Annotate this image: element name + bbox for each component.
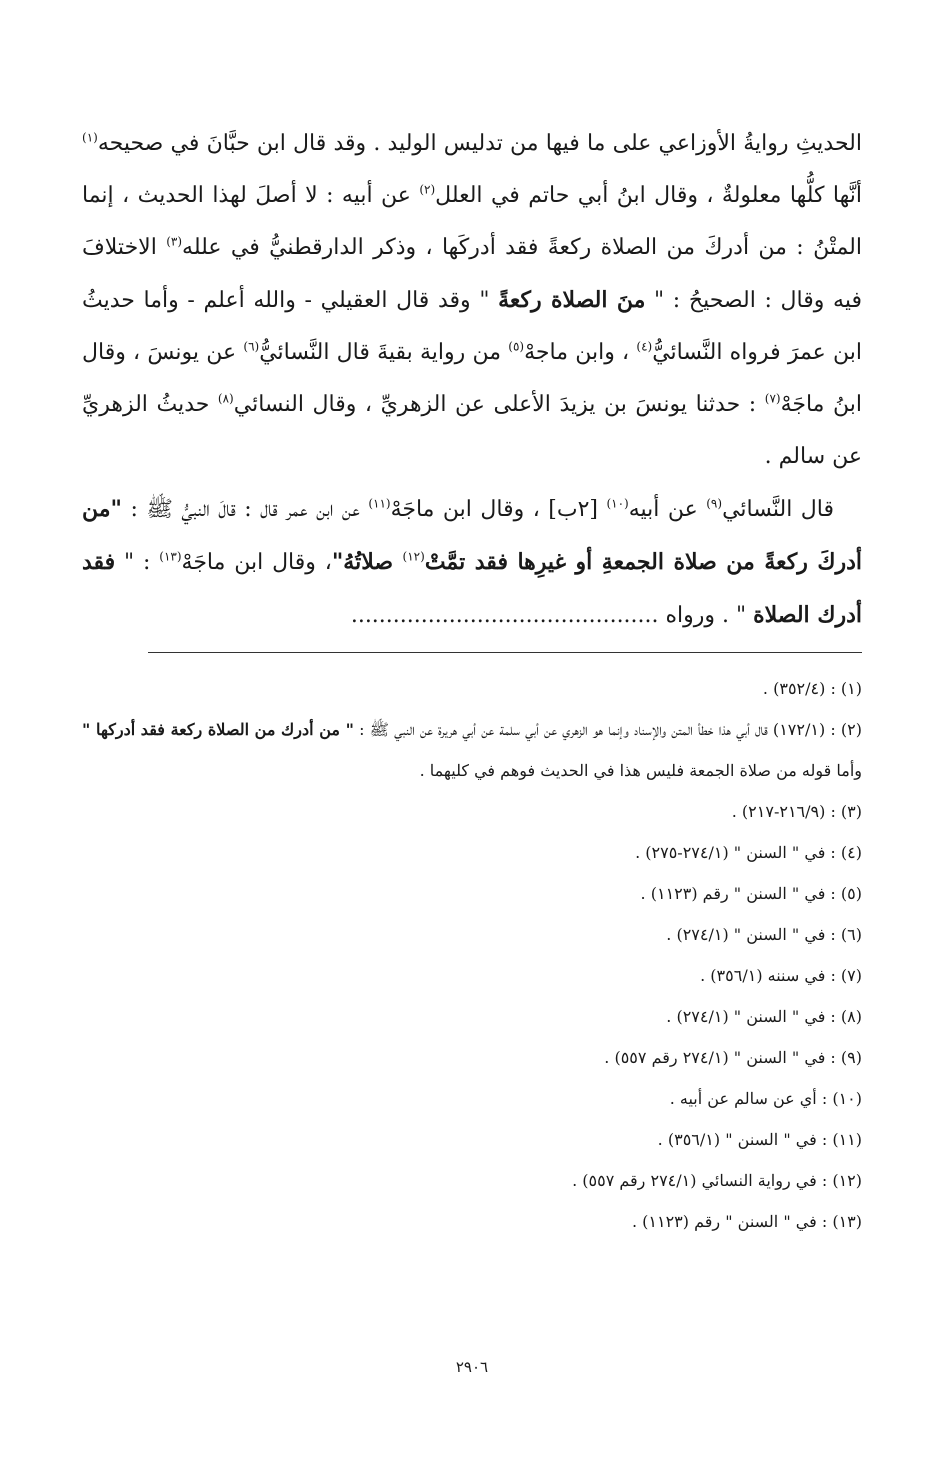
text-run: [٢ب] ، وقال ابن ماجَهْ — [390, 497, 607, 522]
text-run: عن ابن عمر قال : قالَ النبيُّ ﷺ : — [122, 497, 369, 522]
footnotes — [82, 668, 862, 1242]
bold-quote: فقد أدرك الصلاة — [82, 549, 862, 628]
footnote-ref[interactable]: (١٣) — [159, 549, 182, 564]
text-run: ، وقال ابن ماجَهْ — [181, 550, 332, 575]
footnote-ref[interactable]: (٣) — [166, 234, 183, 249]
text-run: أنَّها كلُّها معلولةٌ ، وقال ابنُ أبي حاتم في العلل — [435, 183, 862, 208]
footnote-4: (٤) : في " السنن " (٢٧٤/١-٢٧٥) . — [635, 843, 862, 862]
footnote-1: (١) : (٣٥٢/٤) . — [762, 679, 862, 698]
footnote-text: (٢) : (١٧٢/١) قال أبي هذا خطأ المتن والإسناد وإنما هو الزهري عن أبي سلمة عن أبي هريرة عن النبي ﷺ : — [359, 720, 863, 739]
text-run: الحديثِ روايةُ الأوزاعي على ما فيها من تدليس الوليد . وقد قال ابن حبَّانَ في صحيحه — [97, 131, 862, 156]
footnote-13: (١٣) : في " السنن " رقم (١١٢٣) . — [631, 1212, 862, 1231]
footnote-ref[interactable]: (٢) — [419, 182, 436, 197]
text-run: عن أبيه : لا أصلَ لهذا الحديث ، إنما المتْنُ : من أدركَ من الصلاة ركعةً فقد أدركَها ، وذكر الدارقطنيُّ في علله — [82, 183, 863, 260]
footnote-12: (١٢) : في رواية النسائي (٢٧٤/١ رقم ٥٥٧) . — [572, 1171, 862, 1190]
footnote-3: (٣) : (٢١٦/٩-٢١٧) . — [731, 802, 862, 821]
text-run: من رواية بقيةَ قال النَّسائيُّ — [259, 340, 509, 365]
text-run: عن أبيه — [628, 497, 707, 522]
text-run: " . ورواه ............................................ — [350, 603, 754, 628]
footnote-7: (٧) : في سننه (٣٥٦/١) . — [700, 966, 862, 985]
footnote-8: (٨) : في " السنن " (٢٧٤/١) . — [666, 1007, 862, 1026]
footnote-ref[interactable]: (٥) — [508, 339, 525, 354]
bold-quote: منَ الصلاة ركعةً — [498, 287, 646, 313]
footnote-divider — [148, 652, 862, 653]
text-run: قال النَّسائي — [722, 497, 834, 522]
footnote-ref[interactable]: (١) — [82, 130, 98, 145]
footnote-ref[interactable]: (١١) — [368, 496, 391, 511]
footnote-10: (١٠) : أي عن سالم عن أبيه . — [669, 1089, 862, 1108]
footnote-6: (٦) : في " السنن " (٢٧٤/١) . — [666, 925, 862, 944]
text-run: " وقد قال العقيلي - والله أعلم - وأما حديثُ ابن عمرَ فرواه النَّسائيُّ — [82, 288, 863, 365]
page-number: ٢٩٠٦ — [455, 1358, 489, 1376]
footnote-ref[interactable]: (١٢) — [402, 549, 425, 564]
footnote-ref[interactable]: (٩) — [706, 496, 723, 511]
paragraph-1 — [82, 118, 862, 483]
text-run: : " — [115, 550, 160, 575]
text-run: ، وابن ماجهْ — [524, 340, 637, 365]
footnote-9: (٩) : في " السنن " (٢٧٤/١ رقم ٥٥٧) . — [604, 1048, 862, 1067]
text-run: الاختلافَ فيه وقال : الصحيحُ : " — [82, 235, 862, 313]
footnote-bold-quote: " من أدرك من الصلاة ركعة فقد أدركها " — [82, 720, 354, 739]
footnote-11: (١١) : في " السنن " (٣٥٦/١) . — [657, 1130, 862, 1149]
footnote-text: وأما قوله من صلاة الجمعة فليس هذا في الحديث فوهم في كليهما . — [419, 761, 862, 780]
footnote-ref[interactable]: (٨) — [217, 391, 234, 406]
bold-hadith: "من أدركَ ركعةً من صلاة الجمعةِ أو غيرِها فقد تمَّتْ — [82, 496, 862, 575]
footnote-2 — [82, 709, 862, 791]
text-run: حديثُ الزهريِّ عن سالم . — [82, 392, 862, 469]
footnote-ref[interactable]: (٤) — [636, 339, 653, 354]
footnote-ref[interactable]: (٧) — [764, 391, 781, 406]
footnote-5: (٥) : في " السنن " رقم (١١٢٣) . — [640, 884, 862, 903]
bold-hadith: صلاتُهُ" — [331, 549, 403, 575]
text-run: عن يونسَ ، وقال ابنُ ماجَهْ — [82, 340, 863, 417]
text-run: : حدثنا يونسَ بن يزيدَ الأعلى عن الزهريِّ ، وقال النسائي — [233, 392, 765, 417]
footnote-ref[interactable]: (١٠) — [606, 496, 629, 511]
paragraph-2 — [82, 483, 862, 642]
footnote-ref[interactable]: (٦) — [243, 339, 260, 354]
main-text — [82, 118, 862, 642]
